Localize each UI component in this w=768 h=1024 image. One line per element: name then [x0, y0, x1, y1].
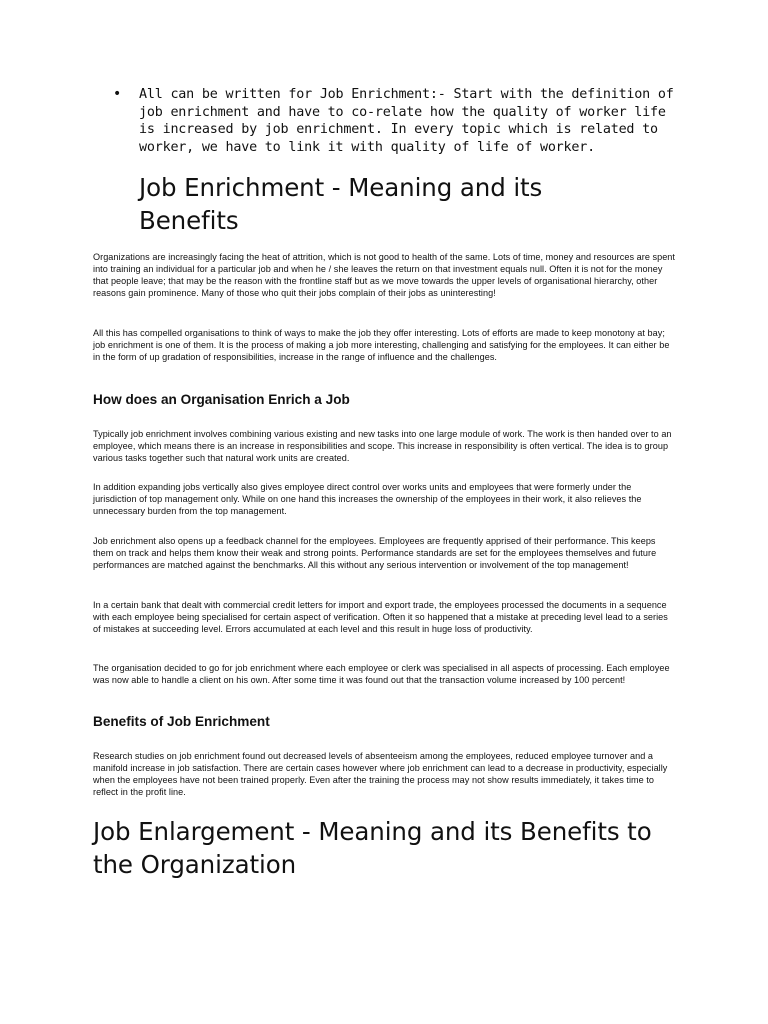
paragraph-vertical-expansion: In addition expanding jobs vertically also gives employee direct control over works units and employees that were formerly under the jurisdiction of top management only. While on one hand this increases the ownership of the employees in their work, it also relieves the unnecessary burden from the top management.	[93, 482, 642, 516]
bullet-marker-icon: •	[113, 86, 122, 102]
paragraph-attrition: Organizations are increasingly facing the heat of attrition, which is not good to health of the same. Lots of time, money and resources are spent into training an individual for a particular job and when he / she leaves the return on that investment equals null. Often it is not for the money that people leave; that may be the reason with the frontline staff but as we move towards the upper levels of organisational hierarchy, other reasons gain prominence. Many of those who quit their jobs complain of their jobs as uninteresting!	[93, 252, 675, 298]
section-title-job-enlargement: Job Enlargement - Meaning and its Benefits to the Organization	[93, 817, 652, 879]
paragraph-research-studies: Research studies on job enrichment found out decreased levels of absenteeism among the employees, reduced employee turnover and a manifold increase in job satisfaction. There are certain cases however where job enrichment can lead to a decrease in productivity, especially when the employees have not been trained properly. Even after the training the process may not show results immediately, it takes time to reflect in the profit line.	[93, 751, 668, 797]
section-title-job-enrichment: Job Enrichment - Meaning and its Benefits	[139, 173, 543, 235]
paragraph-bank-result: The organisation decided to go for job enrichment where each employee or clerk was specialised in all aspects of processing. Each employee was now able to handle a client on his own. After some time it was found out that the transaction volume increased by 100 percent!	[93, 663, 670, 685]
paragraph-feedback-channel: Job enrichment also opens up a feedback channel for the employees. Employees are frequently apprised of their performance. This keeps them on track and helps them know their weak and strong points. Performance standards are set for the employees themselves and future performances are matched against the benchmarks. All this without any serious intervention or involvement of the top management!	[93, 536, 657, 570]
paragraph-job-interesting: All this has compelled organisations to think of ways to make the job they offer interesting. Lots of efforts are made to keep monotony at bay; job enrichment is one of them. It is the process of making a job more interesting, challenging and satisfying for the employees. It can either be in the form of up gradation of responsibilities, increase in the range of influence and the challenges.	[93, 328, 670, 362]
intro-bullet-text: All can be written for Job Enrichment:- Start with the definition of job enrichment and have to co-relate how the quality of worker life is increased by job enrichment. In every topic which is related to worker, we have to link it with quality of life of worker.	[139, 87, 674, 155]
paragraph-bank-example: In a certain bank that dealt with commercial credit letters for import and export trade, the employees processed the documents in a sequence with each employee being specialised for certain aspect of verification. Often it so happened that a mistake at preceding level lead to a series of mistakes at succeeding level. Errors accumulated at each level and this result in huge loss of productivity.	[93, 600, 668, 634]
subheading-benefits: Benefits of Job Enrichment	[93, 714, 270, 729]
subheading-how-enrich: How does an Organisation Enrich a Job	[93, 392, 350, 407]
paragraph-combining-tasks: Typically job enrichment involves combining various existing and new tasks into one large module of work. The work is then handed over to an employee, which means there is an increase in responsibilities and scope. This increase in responsibility is often vertical. The idea is to group various tasks together such that natural work units are created.	[93, 429, 672, 463]
